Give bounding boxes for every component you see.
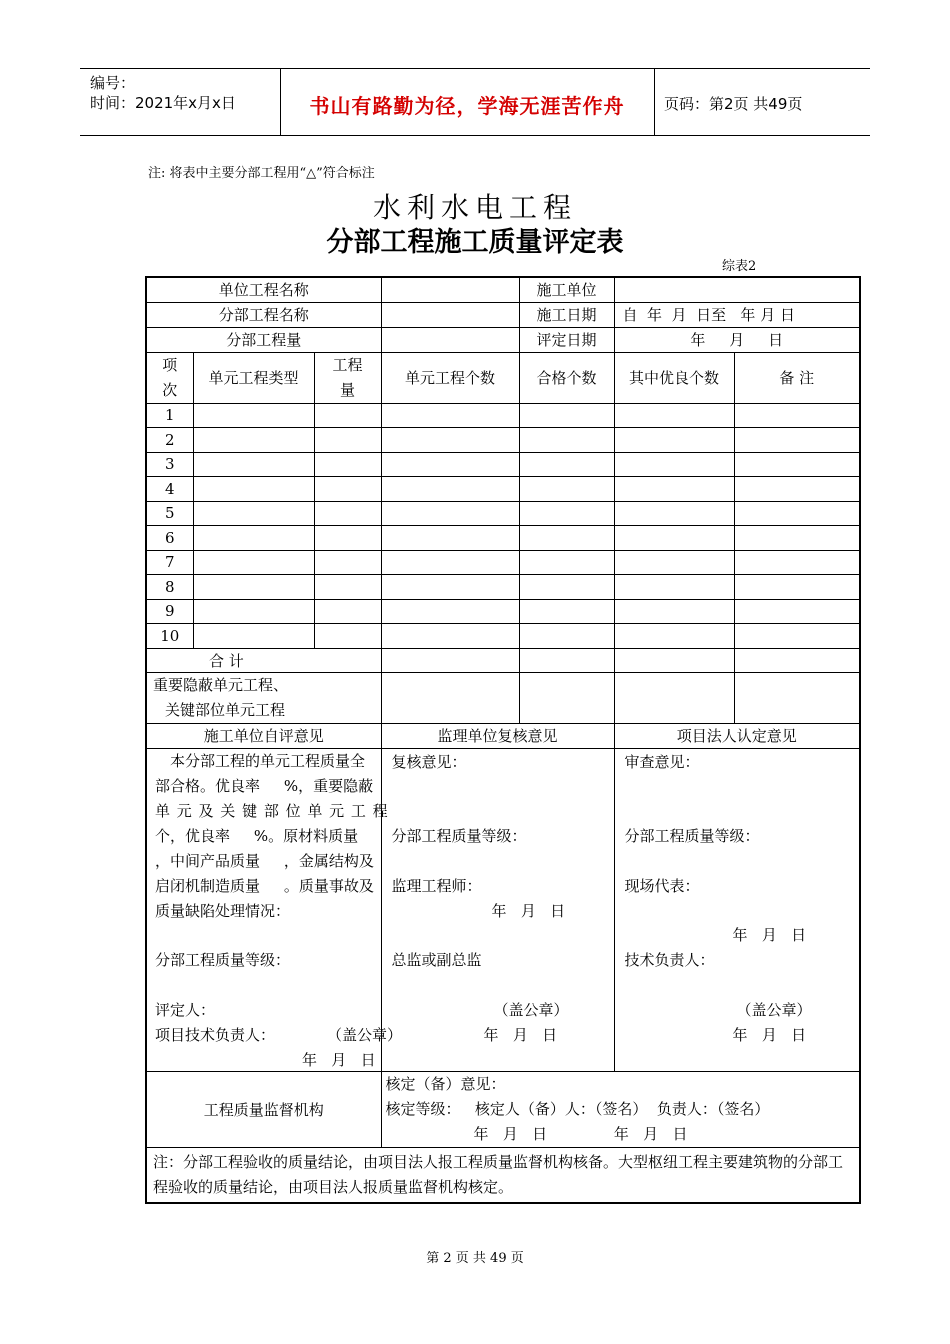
col-remarks: 备 注 (734, 352, 860, 403)
row-number: 4 (146, 477, 193, 502)
self-eval-line: 个，优良率 %。原材料质量 (155, 826, 359, 845)
owner-tech-lead: 技术负责人： (624, 950, 715, 969)
table-row (146, 526, 860, 551)
review-panel[interactable] (381, 748, 614, 1071)
row-number: 8 (146, 575, 193, 600)
table-cell[interactable] (381, 624, 519, 649)
self-tech-lead: 项目技术负责人： (155, 1025, 276, 1044)
motto: 书山有路勤为径，学海无涯苦作舟 (309, 94, 625, 118)
table-cell[interactable] (314, 526, 381, 551)
table-cell[interactable] (614, 477, 734, 502)
col-item-no (146, 352, 193, 403)
table-cell[interactable] (519, 452, 614, 477)
self-eval-title: 施工单位自评意见 (146, 724, 381, 749)
table-cell[interactable] (193, 550, 314, 575)
opinions-header-row (146, 724, 860, 749)
table-cell[interactable] (193, 403, 314, 428)
col-item-no-line1: 项 (162, 355, 178, 374)
col-unit-type: 单元工程类型 (193, 352, 314, 403)
row-number: 6 (146, 526, 193, 551)
table-cell[interactable] (614, 403, 734, 428)
top-note: 注: 将表中主要分部工程用“△”符合标注 (148, 166, 375, 181)
time-label: 时间：2021年x月x日 (90, 94, 236, 112)
table-cell[interactable] (734, 673, 860, 724)
unit-project-value[interactable] (381, 277, 519, 302)
contractor-label: 施工单位 (519, 277, 614, 302)
eval-date-label: 评定日期 (519, 327, 614, 352)
table-cell[interactable] (314, 403, 381, 428)
col-pass-count: 合格个数 (519, 352, 614, 403)
number-label: 编号： (90, 74, 136, 92)
self-date: 年 月 日 (302, 1050, 376, 1069)
table-cell[interactable] (381, 452, 519, 477)
table-cell[interactable] (519, 477, 614, 502)
important-units-label (146, 673, 381, 724)
col-quantity-line2: 量 (340, 380, 356, 399)
sub-project-value[interactable] (381, 302, 519, 327)
table-cell[interactable] (381, 648, 519, 673)
header-divider (654, 68, 655, 136)
table-cell[interactable] (519, 550, 614, 575)
review-chief: 总监或副总监 (391, 950, 482, 969)
table-cell[interactable] (519, 501, 614, 526)
info-row (146, 327, 860, 352)
review-opinion: 复核意见： (391, 752, 467, 771)
col-quantity (314, 352, 381, 403)
owner-date: 年 月 日 (732, 925, 807, 944)
table-cell[interactable] (193, 452, 314, 477)
self-eval-line: ，中间产品质量 ，金属结构及 (155, 851, 374, 870)
table-cell[interactable] (193, 428, 314, 453)
table-cell[interactable] (734, 550, 860, 575)
table-cell[interactable] (193, 624, 314, 649)
table-cell[interactable] (314, 599, 381, 624)
table-cell[interactable] (381, 477, 519, 502)
table-cell[interactable] (314, 452, 381, 477)
table-cell[interactable] (734, 526, 860, 551)
table-cell[interactable] (519, 575, 614, 600)
table-cell[interactable] (614, 575, 734, 600)
construction-date-label: 施工日期 (519, 302, 614, 327)
owner-rep: 现场代表： (624, 876, 700, 895)
supervision-line: 核定等级： 核定人（备）人：（签名） 负责人：（签名） (385, 1099, 770, 1118)
self-eval-line: 启闭机制造质量 。质量事故及 (155, 876, 374, 895)
row-number: 7 (146, 550, 193, 575)
page-title: 分部工程施工质量评定表 (326, 227, 624, 258)
review-date: 年 月 日 (491, 901, 566, 920)
table-cell[interactable] (734, 452, 860, 477)
table-cell[interactable] (734, 624, 860, 649)
unit-project-label: 单位工程名称 (146, 277, 381, 302)
total-label: 合 计 (146, 648, 381, 673)
self-eval-line: 单 元 及 关 键 部 位 单 元 工 程 (155, 801, 389, 820)
table-cell[interactable] (614, 550, 734, 575)
self-eval-line: 本分部工程的单元工程质量全 (155, 751, 366, 770)
sub-quantity-value[interactable] (381, 327, 519, 352)
owner-opinion: 审查意见： (624, 752, 700, 771)
important-units-line1: 重要隐蔽单元工程、 (153, 676, 289, 694)
table-cell[interactable] (381, 501, 519, 526)
self-evaluator: 评定人： (155, 1000, 216, 1019)
self-grade: 分部工程质量等级： (155, 950, 291, 969)
review-engineer: 监理工程师： (391, 876, 482, 895)
table-cell[interactable] (314, 428, 381, 453)
table-cell[interactable] (734, 501, 860, 526)
header-bottom-rule (80, 135, 870, 136)
self-eval-line: 部合格。优良率 %，重要隐蔽 (155, 776, 374, 795)
table-cell[interactable] (734, 599, 860, 624)
table-row (146, 599, 860, 624)
page-info: 页码：第2页 共49页 (664, 95, 803, 113)
table-cell[interactable] (519, 624, 614, 649)
supervision-line: 年 月 日 年 月 日 (473, 1124, 688, 1143)
review-title: 监理单位复核意见 (381, 724, 614, 749)
table-cell[interactable] (614, 624, 734, 649)
eval-date-value[interactable]: 年 月 日 (614, 327, 860, 352)
table-cell[interactable] (381, 550, 519, 575)
important-units-row (146, 673, 860, 724)
row-number: 9 (146, 599, 193, 624)
supervision-line: 核定（备）意见： (385, 1074, 506, 1093)
col-unit-count: 单元工程个数 (381, 352, 519, 403)
contractor-value[interactable] (614, 277, 860, 302)
info-row (146, 302, 860, 327)
table-cell[interactable] (381, 428, 519, 453)
construction-date-value[interactable]: 自 年 月 日至 年 月 日 (614, 302, 860, 327)
table-cell[interactable] (314, 477, 381, 502)
row-number: 1 (146, 403, 193, 428)
col-item-no-line2: 次 (162, 380, 178, 399)
table-cell[interactable] (381, 673, 519, 724)
title-line-1: 水利水电工程 (372, 191, 577, 224)
table-cell[interactable] (519, 428, 614, 453)
table-cell[interactable] (193, 526, 314, 551)
table-cell[interactable] (193, 501, 314, 526)
table-cell[interactable] (614, 673, 734, 724)
table-row (146, 403, 860, 428)
row-number: 3 (146, 452, 193, 477)
table-cell[interactable] (519, 526, 614, 551)
owner-seal: （盖公章） (736, 1000, 812, 1019)
supervision-label: 工程质量监督机构 (146, 1071, 381, 1147)
review-grade: 分部工程质量等级： (391, 826, 527, 845)
column-header-row (146, 352, 860, 403)
owner-title: 项目法人认定意见 (614, 724, 860, 749)
table-row (146, 452, 860, 477)
table-cell[interactable] (193, 477, 314, 502)
important-units-line2: 关键部位单元工程 (165, 701, 286, 719)
table-cell[interactable] (614, 501, 734, 526)
table-cell[interactable] (734, 648, 860, 673)
header-top-rule (80, 68, 870, 69)
owner-panel[interactable] (614, 748, 860, 1071)
table-cell[interactable] (381, 599, 519, 624)
footer-page-number: 第 2 页 共 49 页 (426, 1251, 524, 1266)
supervision-row (146, 1071, 860, 1147)
table-cell[interactable] (734, 428, 860, 453)
owner-grade: 分部工程质量等级： (624, 826, 760, 845)
table-cell[interactable] (734, 403, 860, 428)
table-cell[interactable] (193, 599, 314, 624)
sub-quantity-label: 分部工程量 (146, 327, 381, 352)
table-cell[interactable] (381, 575, 519, 600)
table-cell[interactable] (381, 526, 519, 551)
table-cell[interactable] (614, 526, 734, 551)
table-cell[interactable] (314, 550, 381, 575)
table-row (146, 428, 860, 453)
footnote: 注：分部工程验收的质量结论，由项目法人报工程质量监督机构核备。大型枢纽工程主要建筑物的分部工程验收的质量结论，由项目法人报质量监督机构核定。 (146, 1147, 860, 1203)
row-number: 2 (146, 428, 193, 453)
opinions-body-row (146, 748, 860, 1071)
table-cell[interactable] (381, 403, 519, 428)
table-cell[interactable] (314, 501, 381, 526)
row-number: 10 (146, 624, 193, 649)
self-eval-line: 质量缺陷处理情况： (155, 901, 291, 920)
form-number: 综表2 (722, 259, 757, 274)
table-row (146, 477, 860, 502)
table-row (146, 550, 860, 575)
table-row (146, 624, 860, 649)
supervision-content[interactable] (381, 1071, 860, 1147)
table-cell[interactable] (519, 403, 614, 428)
review-date: 年 月 日 (483, 1025, 558, 1044)
document-header (80, 68, 870, 136)
table-cell[interactable] (734, 477, 860, 502)
table-cell[interactable] (614, 599, 734, 624)
footnote-row (146, 1147, 860, 1203)
self-eval-text (155, 749, 411, 924)
self-seal: （盖公章） (327, 1025, 403, 1044)
table-cell[interactable] (314, 624, 381, 649)
table-cell[interactable] (519, 599, 614, 624)
sub-project-label: 分部工程名称 (146, 302, 381, 327)
info-row (146, 277, 860, 302)
table-cell[interactable] (614, 452, 734, 477)
table-cell[interactable] (519, 648, 614, 673)
review-seal: （盖公章） (493, 1000, 569, 1019)
table-cell[interactable] (314, 575, 381, 600)
table-cell[interactable] (614, 428, 734, 453)
evaluation-table (145, 276, 861, 1204)
owner-date: 年 月 日 (732, 1025, 807, 1044)
total-row (146, 648, 860, 673)
table-cell[interactable] (734, 575, 860, 600)
table-cell[interactable] (519, 673, 614, 724)
table-row (146, 575, 860, 600)
col-excellent-count: 其中优良个数 (614, 352, 734, 403)
col-quantity-line1: 工程 (332, 355, 363, 374)
table-cell[interactable] (614, 648, 734, 673)
self-eval-panel[interactable] (146, 748, 403, 1071)
table-cell[interactable] (193, 575, 314, 600)
row-number: 5 (146, 501, 193, 526)
table-row (146, 501, 860, 526)
